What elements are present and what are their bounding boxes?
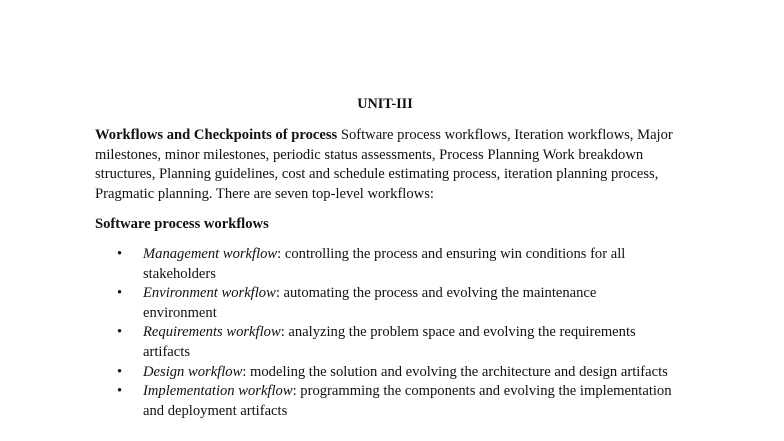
bullet-icon: • (117, 285, 123, 302)
workflow-description: : controlling the process and ensuring win conditions for all stakeholders (143, 246, 626, 282)
intro-lead: Workflows and Checkpoints of process (95, 127, 338, 143)
workflow-name: Implementation workflow (143, 383, 293, 400)
workflow-description: : analyzing the problem space and evolving the requirements artifacts (143, 324, 636, 360)
workflow-name: Environment workflow (143, 285, 276, 302)
list-item (95, 323, 673, 362)
intro-paragraph (95, 126, 685, 204)
list-item (95, 363, 673, 383)
workflow-name: Requirements workflow (143, 324, 281, 341)
intro-text: Software process workflows, Iteration workflows, Major milestones, minor milestones, periodic status assessments, Process Planning Work breakdown structures, Planning guidelines, cost and schedule estimating process, iteration planning process, Pragmatic planning. There are seven top-level workflows: (95, 127, 673, 202)
list-item (95, 382, 673, 421)
list-item (95, 284, 673, 323)
workflow-name: Design workflow (143, 363, 243, 380)
bullet-icon: • (117, 383, 123, 400)
workflow-list (95, 245, 695, 421)
bullet-icon: • (117, 363, 123, 380)
bullet-icon: • (117, 324, 123, 341)
workflow-description: : automating the process and evolving the maintenance environment (143, 285, 597, 321)
bullet-icon: • (117, 246, 123, 262)
list-item (95, 245, 673, 284)
section-heading: Software process workflows (95, 216, 269, 232)
workflow-description: : programming the components and evolving the implementation and deployment artifacts (143, 383, 672, 419)
workflow-name: Management workflow (143, 246, 278, 262)
workflow-description: : modeling the solution and evolving the architecture and design artifacts (242, 363, 668, 380)
unit-title: UNIT-III (357, 96, 413, 112)
